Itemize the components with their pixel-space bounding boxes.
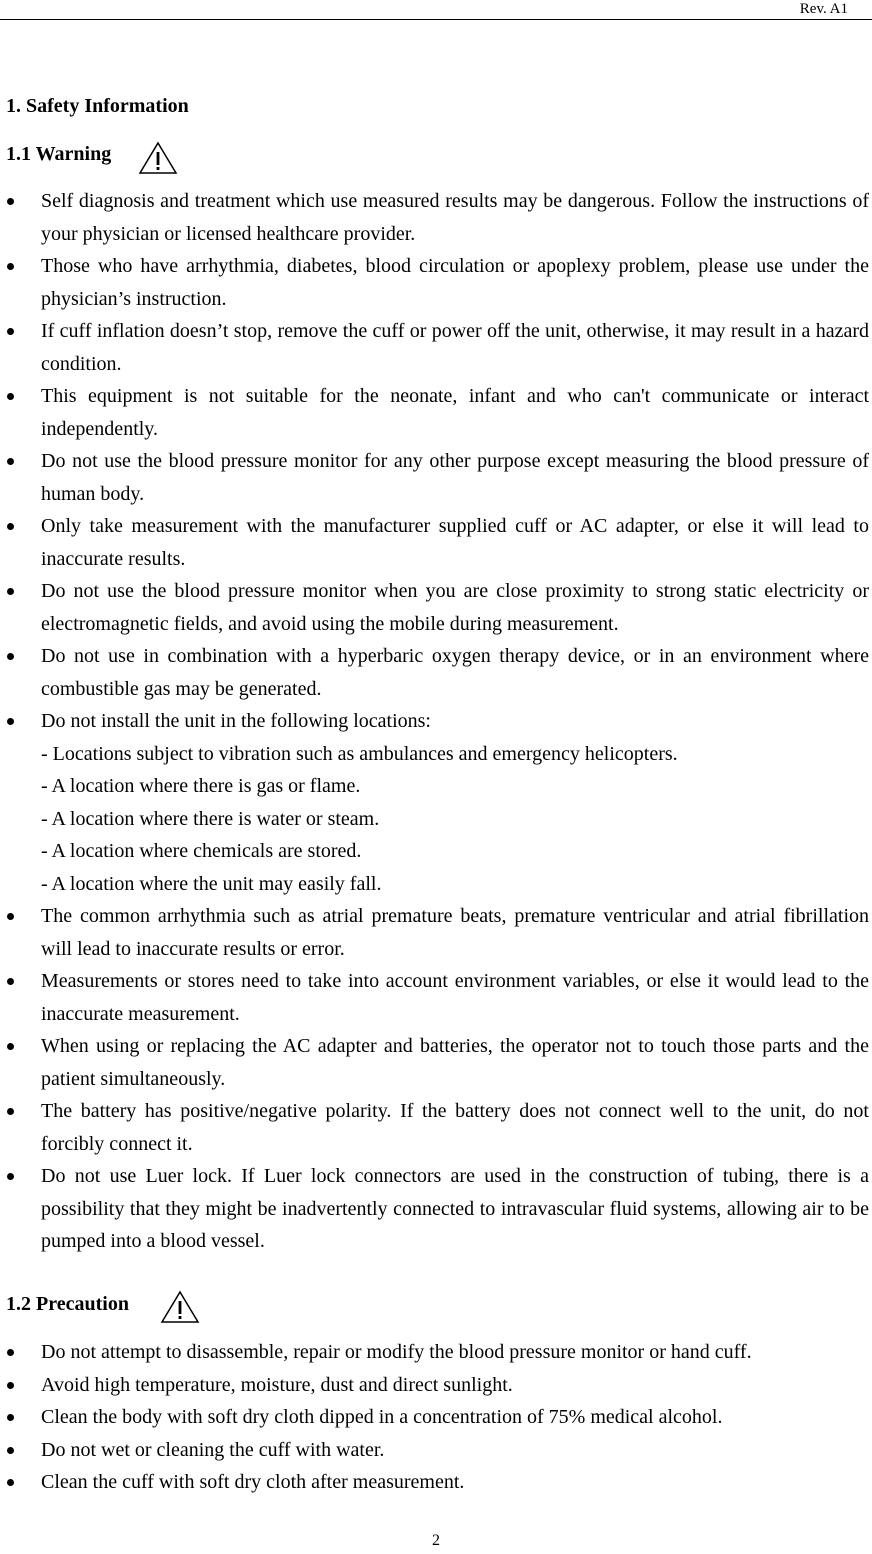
precaution-item: Avoid high temperature, moisture, dust and direct sunlight.	[0, 1369, 869, 1402]
location-sub-item: - A location where there is water or steam.	[41, 807, 380, 830]
warning-heading: 1.1 Warning	[6, 143, 112, 165]
locations-lead: Do not install the unit in the following locations:	[41, 710, 431, 732]
warning-item: Do not use in combination with a hyperbaric oxygen therapy device, or in an environment where combustible gas may be generated.	[0, 640, 869, 705]
warning-item: Do not use Luer lock. If Luer lock connectors are used in the construction of tubing, there is a possibility that they might be inadvertently connected to intravascular fluid systems, allowing air to be pumped into a blood vessel.	[0, 1160, 869, 1258]
section-title: 1. Safety Information	[6, 95, 189, 117]
warning-item: Do not use the blood pressure monitor for any other purpose except measuring the blood pressure of human body.	[0, 445, 869, 510]
precaution-heading: 1.2 Precaution	[6, 1293, 129, 1315]
location-sub-item: - A location where there is gas or flame.	[41, 775, 361, 797]
page-number: 2	[432, 1532, 440, 1549]
precaution-item: Clean the cuff with soft dry cloth after measurement.	[0, 1466, 869, 1499]
location-sub-item: - Locations subject to vibration such as ambulances and emergency helicopters.	[41, 742, 678, 765]
header-rule	[0, 19, 872, 20]
warning-item: The battery has positive/negative polarity. If the battery does not connect well to the unit, do not forcibly connect it.	[0, 1095, 869, 1160]
precaution-item: Clean the body with soft dry cloth dipped in a concentration of 75% medical alcohol.	[0, 1401, 869, 1434]
revision-label: Rev. A1	[799, 1, 848, 17]
warning-item: When using or replacing the AC adapter and batteries, the operator not to touch those parts and the patient simultaneously.	[0, 1030, 869, 1095]
precaution-item: Do not wet or cleaning the cuff with water.	[0, 1434, 869, 1467]
warning-item: If cuff inflation doesn’t stop, remove the cuff or power off the unit, otherwise, it may result in a hazard condition.	[0, 315, 869, 380]
warning-item: Measurements or stores need to take into account environment variables, or else it would lead to the inaccurate measurement.	[0, 965, 869, 1030]
warning-triangle-icon	[138, 141, 178, 175]
warning-item: This equipment is not suitable for the neonate, infant and who can't communicate or interact independently.	[0, 380, 869, 445]
warning-item: Those who have arrhythmia, diabetes, blood circulation or apoplexy problem, please use under the physician’s instruction.	[0, 250, 869, 315]
precaution-list	[0, 1336, 869, 1499]
warning-item: Only take measurement with the manufacturer supplied cuff or AC adapter, or else it will lead to inaccurate results.	[0, 510, 869, 575]
warning-item: Self diagnosis and treatment which use measured results may be dangerous. Follow the instructions of your physician or licensed healthcare provider.	[0, 185, 869, 250]
location-sub-item: - A location where chemicals are stored.	[41, 840, 362, 862]
precaution-item: Do not attempt to disassemble, repair or modify the blood pressure monitor or hand cuff.	[0, 1336, 869, 1369]
warning-list	[0, 185, 869, 1258]
warning-triangle-icon	[160, 1290, 200, 1324]
location-sub-item: - A location where the unit may easily fall.	[41, 872, 382, 895]
warning-item: Do not use the blood pressure monitor when you are close proximity to strong static electricity or electromagnetic fields, and avoid using the mobile during measurement.	[0, 575, 869, 640]
warning-item: The common arrhythmia such as atrial premature beats, premature ventricular and atrial fibrillation will lead to inaccurate results or error.	[0, 900, 869, 965]
warning-item-locations	[0, 705, 869, 900]
